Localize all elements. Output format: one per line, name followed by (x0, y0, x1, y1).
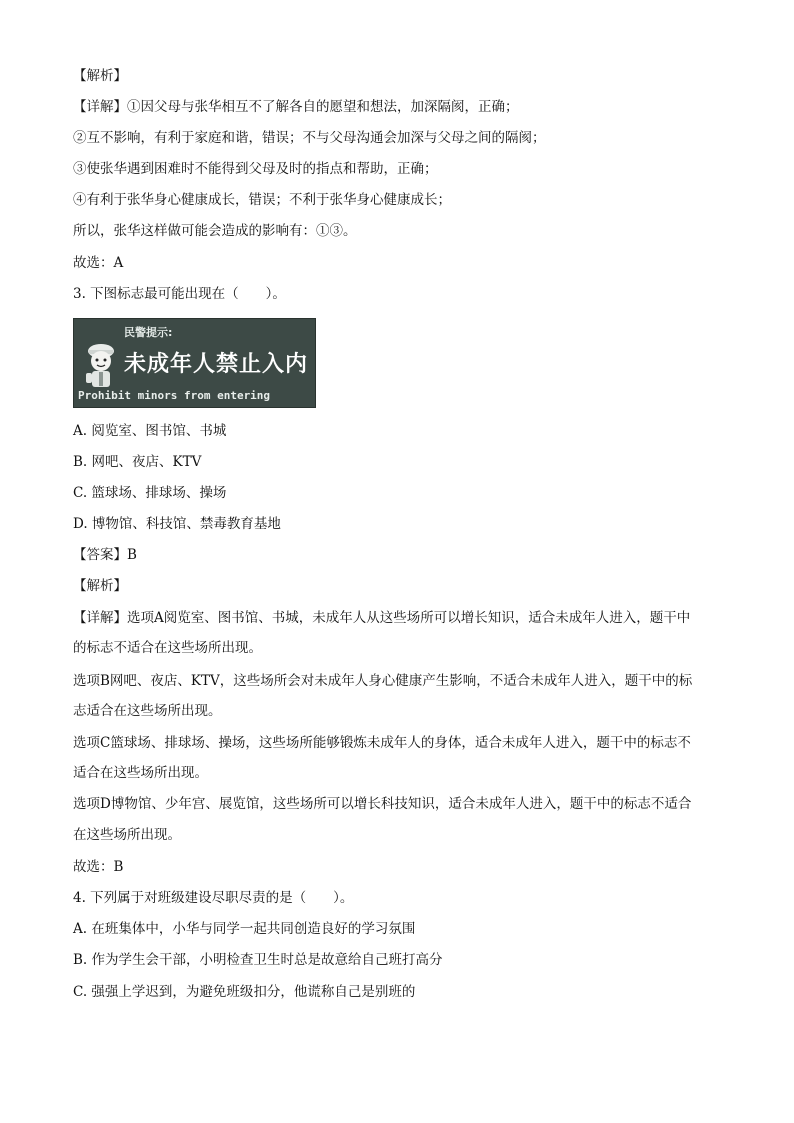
no-minors-sign (73, 318, 316, 408)
q4-option-c: C. 强强上学迟到，为避免班级扣分，他谎称自己是别班的 (73, 984, 416, 1000)
q2-detail-1: 【详解】①因父母与张华相互不了解各自的愿望和想法，加深隔阂，正确； (73, 99, 519, 115)
q3-option-c: C. 篮球场、排球场、操场 (73, 485, 227, 501)
sign-top-text: 民警提示: (124, 326, 173, 339)
q4-question: 4. 下列属于对班级建设尽职尽责的是（ ）。 (73, 890, 354, 906)
q3-detail-c-1: 选项C篮球场、排球场、操场，这些场所能够锻炼未成年人的身体，适合未成年人进入，题干中的标志不 (73, 735, 691, 751)
q2-detail-4: ④有利于张华身心健康成长，错误；不利于张华身心健康成长； (73, 192, 451, 208)
q2-conclusion: 所以，张华这样做可能会造成的影响有：①③。 (73, 223, 357, 239)
sign-english-text: Prohibit minors from entering (78, 389, 271, 402)
q3-analysis-header: 【解析】 (73, 578, 127, 594)
q2-analysis-header: 【解析】 (73, 68, 127, 84)
q3-detail-d-1: 选项D博物馆、少年宫、展览馆，这些场所可以增长科技知识，适合未成年人进入，题干中的标志不适合 (73, 796, 692, 812)
q2-detail-2: ②互不影响，有利于家庭和谐，错误；不与父母沟通会加深与父母之间的隔阂； (73, 130, 546, 146)
q3-answer: 故选：B (73, 859, 124, 875)
sign-main-text: 未成年人禁止入内 (124, 352, 309, 377)
police-cartoon-icon (83, 339, 119, 391)
q3-detail-b-1: 选项B网吧、夜店、KTV，这些场所会对未成年人身心健康产生影响，不适合未成年人进入，题干中的标 (73, 673, 693, 689)
q3-option-d: D. 博物馆、科技馆、禁毒教育基地 (73, 516, 281, 532)
q2-answer: 故选：A (73, 255, 124, 271)
q4-option-a: A. 在班集体中，小华与同学一起共同创造良好的学习氛围 (73, 921, 416, 937)
q2-detail-3: ③使张华遇到困难时不能得到父母及时的指点和帮助，正确； (73, 161, 438, 177)
q3-detail-d-2: 在这些场所出现。 (73, 827, 181, 843)
q4-option-b: B. 作为学生会干部，小明检查卫生时总是故意给自己班打高分 (73, 952, 443, 968)
q3-option-b: B. 网吧、夜店、KTV (73, 454, 202, 470)
q3-answer-header: 【答案】B (73, 547, 137, 563)
q3-question: 3. 下图标志最可能出现在（ ）。 (73, 286, 286, 302)
q3-detail-b-2: 志适合在这些场所出现。 (73, 703, 222, 719)
q3-detail-c-2: 适合在这些场所出现。 (73, 765, 208, 781)
q3-option-a: A. 阅览室、图书馆、书城 (73, 423, 227, 439)
q3-detail-a-2: 的标志不适合在这些场所出现。 (73, 640, 262, 656)
q3-detail-a-1: 【详解】选项A阅览室、图书馆、书城，未成年人从这些场所可以增长知识，适合未成年人进入，题干中 (73, 610, 691, 626)
